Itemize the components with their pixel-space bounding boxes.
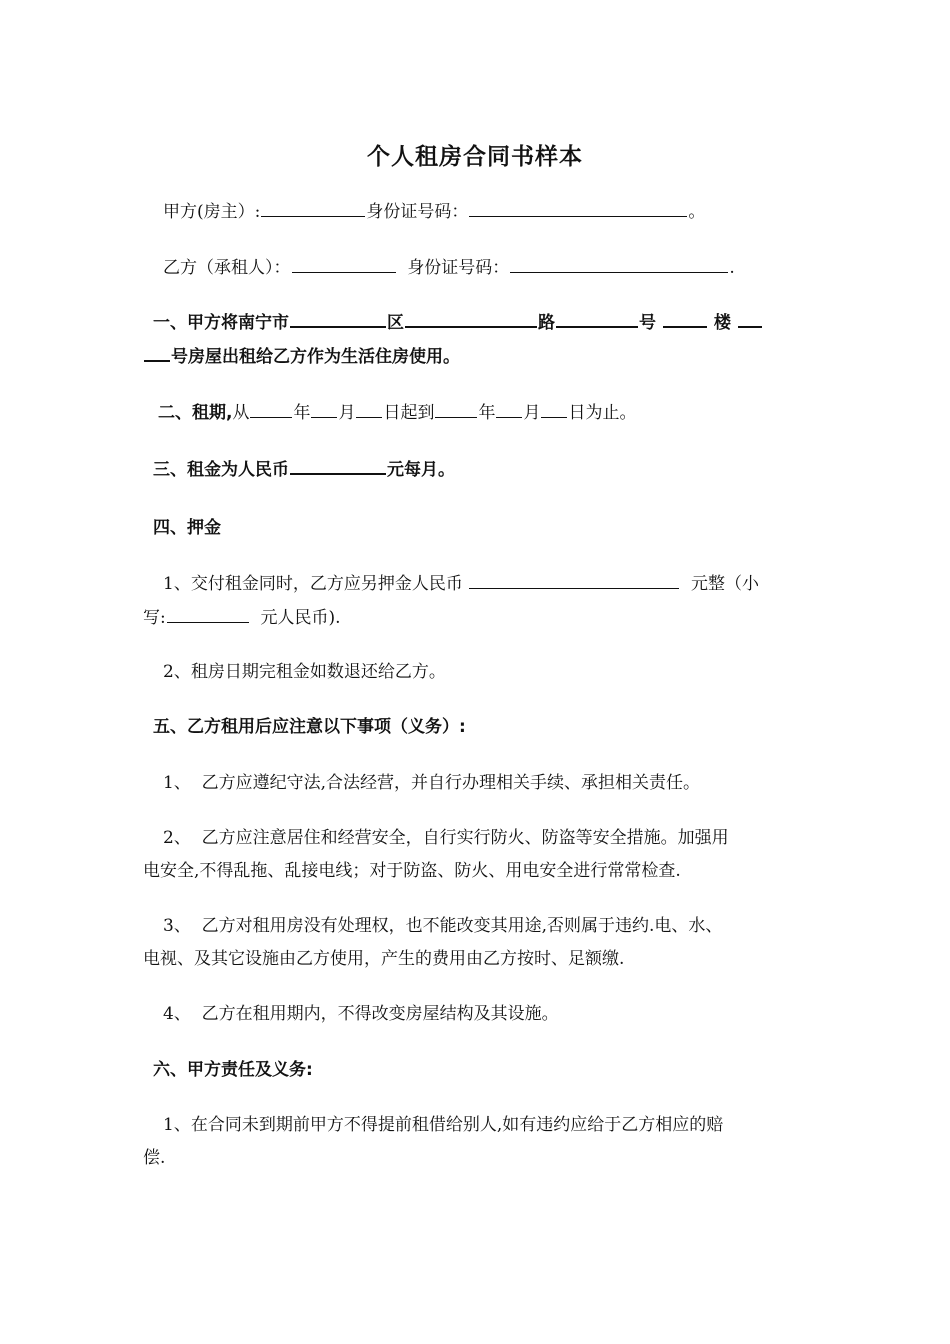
clause3-text-2: 元每月。 (387, 460, 455, 480)
party-a-end: 。 (688, 202, 706, 222)
deposit-line1 (163, 569, 759, 594)
end-month-blank (496, 401, 522, 418)
clause2-day-1: 日起到 (383, 403, 435, 423)
page-title: 个人租房合同书样本 (367, 144, 583, 170)
clause5-item1: 1、 乙方应遵纪守法,合法经营，并自行办理相关手续、承担相关责任。 (163, 773, 701, 793)
rent-amount-blank (290, 457, 386, 475)
deposit-upper-blank (469, 572, 679, 589)
party-a-label: 甲方(房主）: (163, 202, 261, 222)
party-b-id-blank (510, 256, 728, 273)
clause3-line (153, 455, 455, 480)
clause5-item4: 4、 乙方在租用期内，不得改变房屋结构及其设施。 (163, 1004, 559, 1024)
clause2-line (158, 398, 636, 423)
party-a-id-label: 身份证号码： (366, 202, 469, 222)
clause6-item1-line2: 偿. (143, 1148, 166, 1168)
clause2-month-1: 月 (338, 403, 356, 423)
road-blank (405, 310, 537, 328)
clause2-day-2: 日为止。 (568, 403, 637, 423)
clause6-item1-line1: 1、在合同未到期前甲方不得提前租借给别人,如有违约应给于乙方相应的赔 (163, 1115, 724, 1135)
party-a-id-blank (469, 200, 687, 217)
district-blank (290, 310, 386, 328)
clause1-text-5: 楼 (713, 313, 731, 333)
clause1-text-6: 号房屋出租给乙方作为生活住房使用。 (171, 347, 460, 367)
deposit-text-1: 1、交付租金同时，乙方应另押金人民币 (163, 574, 463, 594)
clause3-text-1: 三、租金为人民币 (153, 460, 289, 480)
clause6-heading: 六、甲方责任及义务: (153, 1060, 313, 1080)
clause1-text-1: 一、甲方将南宁市 (153, 313, 289, 333)
clause4-heading: 四、押金 (153, 518, 221, 538)
party-b-line (163, 253, 735, 278)
number-blank (556, 310, 638, 328)
clause5-heading: 五、乙方租用后应注意以下事项（义务）: (153, 717, 466, 737)
start-year-blank (250, 401, 292, 418)
party-b-id-label: 身份证号码： (407, 258, 510, 278)
clause2-from: 从 (232, 403, 250, 423)
deposit-line2 (143, 603, 341, 628)
clause1-line2 (143, 342, 460, 367)
clause5-item2-line2: 电安全,不得乱拖、乱接电线；对于防盗、防火、用电安全进行常常检查. (143, 861, 681, 881)
party-a-name-blank (261, 200, 365, 217)
deposit-text-2: 元整（小 (691, 574, 760, 594)
clause5-item3-line1: 3、 乙方对租用房没有处理权，也不能改变其用途,否则属于违约.电、水、 (163, 916, 723, 936)
clause2-heading: 二、租期, (158, 403, 233, 423)
deposit-lower-blank (167, 606, 249, 623)
party-a-line (163, 197, 705, 222)
party-b-label: 乙方（承租人）： (163, 258, 291, 278)
deposit-text-3: 写: (143, 608, 166, 628)
start-month-blank (311, 401, 337, 418)
clause2-year-1: 年 (293, 403, 311, 423)
room-blank-b (144, 344, 170, 362)
party-b-end: . (729, 258, 735, 278)
building-blank (663, 310, 707, 328)
clause5-item2-line1: 2、 乙方应注意居住和经营安全，自行实行防火、防盗等安全措施。加强用 (163, 828, 729, 848)
party-b-name-blank (292, 256, 396, 273)
end-day-blank (541, 401, 567, 418)
deposit-text-4: 元人民币). (260, 608, 341, 628)
clause1-text-2: 区 (387, 313, 404, 333)
clause1-line1 (153, 308, 763, 333)
start-day-blank (356, 401, 382, 418)
clause1-text-3: 路 (538, 313, 555, 333)
room-blank-a (738, 310, 762, 328)
deposit-refund-line: 2、租房日期完租金如数退还给乙方。 (163, 662, 446, 682)
clause1-text-4: 号 (639, 313, 656, 333)
end-year-blank (435, 401, 477, 418)
clause2-year-2: 年 (478, 403, 496, 423)
clause2-month-2: 月 (523, 403, 541, 423)
clause5-item3-line2: 电视、及其它设施由乙方使用，产生的费用由乙方按时、足额缴. (143, 949, 625, 969)
